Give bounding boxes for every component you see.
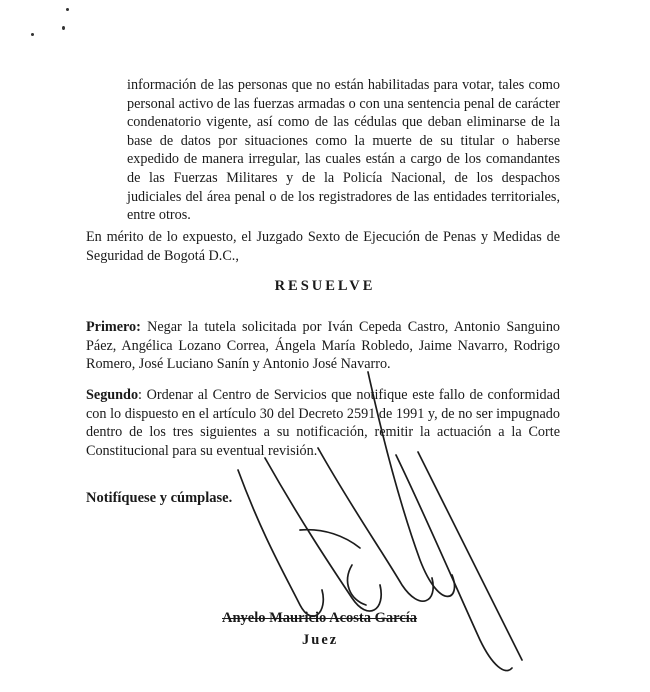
- second-text: : Ordenar al Centro de Servicios que notifique este fallo de conformidad con lo dispuesto en el artículo 30 del Decreto 2591 de 1991 y, de no ser impugnado dentro de los tres siguientes a su notificación, remitir la actuación a la Corte Constitucional para su eventual revisión.: [86, 387, 560, 459]
- first-label: Primero:: [86, 319, 141, 335]
- signer-title: Juez: [302, 632, 339, 648]
- scan-speck: [62, 26, 65, 30]
- scan-speck: [31, 33, 34, 36]
- merit-paragraph: En mérito de lo expuesto, el Juzgado Sexto de Ejecución de Penas y Medidas de Seguridad de Bogotá D.C.,: [86, 229, 560, 264]
- second-resolution: [86, 386, 560, 460]
- signer-name: Anyelo Mauricio Acosta García: [222, 610, 418, 626]
- closing-formula: Notifíquese y cúmplase.: [86, 490, 233, 506]
- intro-paragraph: información de las personas que no están habilitadas para votar, tales como personal activo de las fuerzas armadas o con una sentencia penal de carácter condenatorio vigente, así como de las cédulas que deban eliminarse de la base de datos por situaciones como la muerte de su titular o haberse expedido de manera irregular, las cuales están a cargo de los comandantes de las Fuerzas Militares y de la Policía Nacional, de los despachos judiciales del área penal o de los registradores de las entidades territoriales, entre otros.: [127, 77, 560, 224]
- second-label: Segundo: [86, 387, 139, 403]
- first-text: Negar la tutela solicitada por Iván Cepeda Castro, Antonio Sanguino Páez, Angélica Lozano Correa, Ángela María Robledo, Jaime Navarro, Rodrigo Romero, José Luciano Sanín y Antonio José Navarro.: [86, 319, 561, 373]
- first-resolution: [86, 318, 560, 374]
- scan-speck: [66, 8, 69, 11]
- resolve-heading: RESUELVE: [274, 278, 376, 294]
